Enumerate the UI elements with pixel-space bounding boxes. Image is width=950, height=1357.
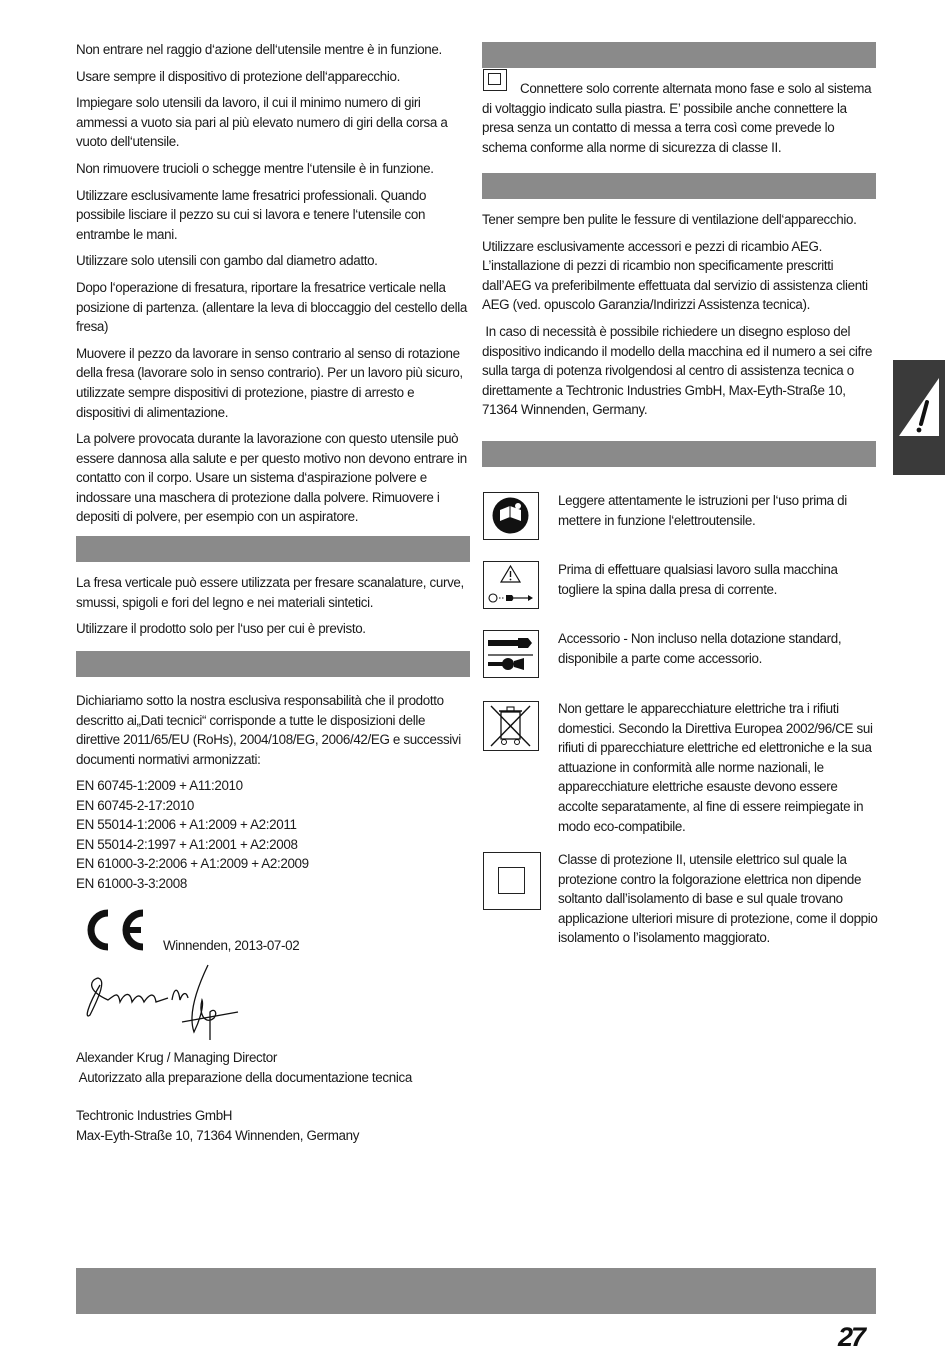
signer-block [76, 1048, 470, 1087]
section-header-bar [76, 651, 470, 677]
standard-item: EN 55014-1:2006 + A1:2009 + A2:2011 [76, 817, 297, 833]
accessory-icon [483, 630, 539, 678]
company-name: Techtronic Industries GmbH [76, 1108, 233, 1123]
symbol-description: Leggere attentamente le istruzioni per l‘uso prima di mettere in funzione l‘elettroutensile. [558, 493, 847, 528]
paragraph: Utilizzare il prodotto solo per l‘uso per cui è previsto. [76, 621, 366, 637]
maintenance [482, 210, 876, 420]
paragraph: Impiegare solo utensili da lavoro, il cui il minimo numero di giri ammessi a vuoto sia pari al più elevato numero di giri della corsa a vuoto dell‘utensile. [76, 95, 448, 150]
paragraph: Non entrare nel raggio d‘azione dell‘utensile mentre è in funzione. [76, 42, 442, 57]
standard-item: EN 61000-3-2:2006 + A1:2009 + A2:2009 [76, 856, 309, 872]
paragraph: La fresa verticale può essere utilizzata per fresare scanalature, curve, smussi, spigoli e fori del legno e nei materiali sintetici. [76, 575, 464, 610]
paragraph: Dopo l‘operazione di fresatura, riportare la fresatrice verticale nella posizione di partenza. (allentare la leva di bloccaggio del cestello della fresa) [76, 279, 467, 335]
paragraph: Muovere il pezzo da lavorare in senso contrario al senso di rotazione della fresa (lavorare solo in senso contrario). Per un lavoro più sicuro, utilizzate sempre dispositivi di protezione, piastre di arresto e dispositivi di alimentazione. [76, 345, 463, 420]
standard-item: EN 61000-3-3:2008 [76, 875, 187, 891]
unplug-warning-icon [483, 561, 539, 609]
section-header-bar [76, 536, 470, 562]
paragraph: Usare sempre il dispositivo di protezione dell‘apparecchio. [76, 68, 400, 84]
side-tab [893, 360, 945, 475]
read-manual-icon [483, 492, 539, 540]
warning-triangle-icon [893, 360, 945, 440]
paragraph: Tener sempre ben pulite le fessure di ventilazione dell‘apparecchio. [482, 212, 857, 227]
paragraph: Utilizzare esclusivamente accessori e pezzi di ricambio AEG. L’installazione di pezzi di ricambio non specificamente prescritti dall’AEG va preferibilmente effettuata dal servizio di assistenza clienti AEG (ved. opuscolo Garanzia/Indirizzi Assistenza tecnica). [482, 238, 868, 313]
intended-use [76, 573, 470, 639]
standard-item: EN 55014-2:1997 + A1:2001 + A2:2008 [76, 836, 298, 852]
page-number: 27 [838, 1322, 865, 1352]
declaration-text [76, 691, 470, 769]
safety-instructions [76, 40, 470, 527]
weee-bin-icon [483, 701, 539, 751]
standards-list [76, 776, 470, 894]
class-ii-icon [483, 852, 541, 910]
section-header-bar [482, 42, 876, 68]
company-address: Max-Eyth-Straße 10, 71364 Winnenden, Germany [76, 1127, 360, 1143]
paragraph: Connettere solo corrente alternata mono fase e solo al sistema di voltaggio indicato sulla piastra. E’ possibile anche connettere la presa senza un contatto di messa a terra così come prevede lo schema conforme alla norme di sicurezza di classe II. [482, 81, 872, 155]
company-block [76, 1106, 470, 1145]
place-date: Winnenden, 2013-07-02 [163, 938, 300, 953]
symbol-description: Non gettare le apparecchiature elettriche tra i rifiuti domestici. Secondo la Direttiva Europea 2002/96/CE sui rifiuti di pparecchiature elettriche ed elettroniche e la sua attuazione in conformità alle norme nazionali, le apparecchiature elettriche esauste devono essere accolte separatamente, al fine di essere reimpiegate in modo eco-compatibile. [558, 701, 873, 834]
paragraph: La polvere provocata durante la lavorazione con questo utensile può essere dannosa alla salute e per questo motivo non devono entrare in contatto con il corpo. Usare un sistema d‘aspirazione polvere e indossare una maschera di protezione dalla polvere. Rimuovere i depositi di polvere, per esempio con un aspiratore. [76, 431, 467, 525]
paragraph: In caso di necessità è possibile richiedere un disegno esploso del dispositivo indicando il modello della macchina ed il numero a sei cifre sulla targa di potenza rivolgendosi al centro di assistenza tecnica o direttamente a Techtronic Industries GmbH, Max-Eyth-Straße 10, 71364 Winnenden, Germany. [482, 323, 876, 418]
paragraph: Utilizzare esclusivamente lame fresatrici professionali. Quando possibile lisciare il pezzo su cui si lavora e tenere l‘utensile con entrambe le mani. [76, 187, 427, 242]
footer-bar [76, 1268, 876, 1314]
symbol-description: Prima di effettuare qualsiasi lavoro sulla macchina togliere la spina dalla presa di corrente. [558, 562, 838, 597]
paragraph: Utilizzare solo utensili con gambo dal diametro adatto. [76, 253, 378, 269]
symbol-description: Classe di protezione II, utensile elettrico sul quale la protezione contro la folgorazione elettrica non dipende soltanto dall’isolamento di base e sul quale trovano applicazione ulteriori misure di protezione, come il doppio isolamento o l’isolamento maggiorato. [558, 852, 878, 946]
paragraph: Non rimuovere trucioli o schegge mentre l‘utensile è in funzione. [76, 160, 434, 176]
section-header-bar [482, 441, 876, 467]
symbol-description: Accessorio - Non incluso nella dotazione standard, disponibile a parte come accessorio. [558, 631, 842, 666]
signature [78, 960, 248, 1045]
signer-name: Alexander Krug / Managing Director [76, 1050, 277, 1065]
section-header-bar [482, 173, 876, 199]
standard-item: EN 60745-2-17:2010 [76, 797, 195, 813]
authorization-note: Autorizzato alla preparazione della documentazione tecnica [76, 1069, 412, 1085]
ce-mark-icon [80, 907, 146, 953]
declaration-paragraph: Dichiariamo sotto la nostra esclusiva responsabilità che il prodotto descritto ai„Dati tecnici“ corrisponde a tutte le disposizioni delle direttive 2011/65/EU (RoHs), 2004/108/EG, 2006/42/EG e successivi documenti normativi armonizzati: [76, 693, 461, 767]
electrical-connection [482, 79, 876, 157]
standard-item: EN 60745-1:2009 + A11:2010 [76, 778, 243, 793]
